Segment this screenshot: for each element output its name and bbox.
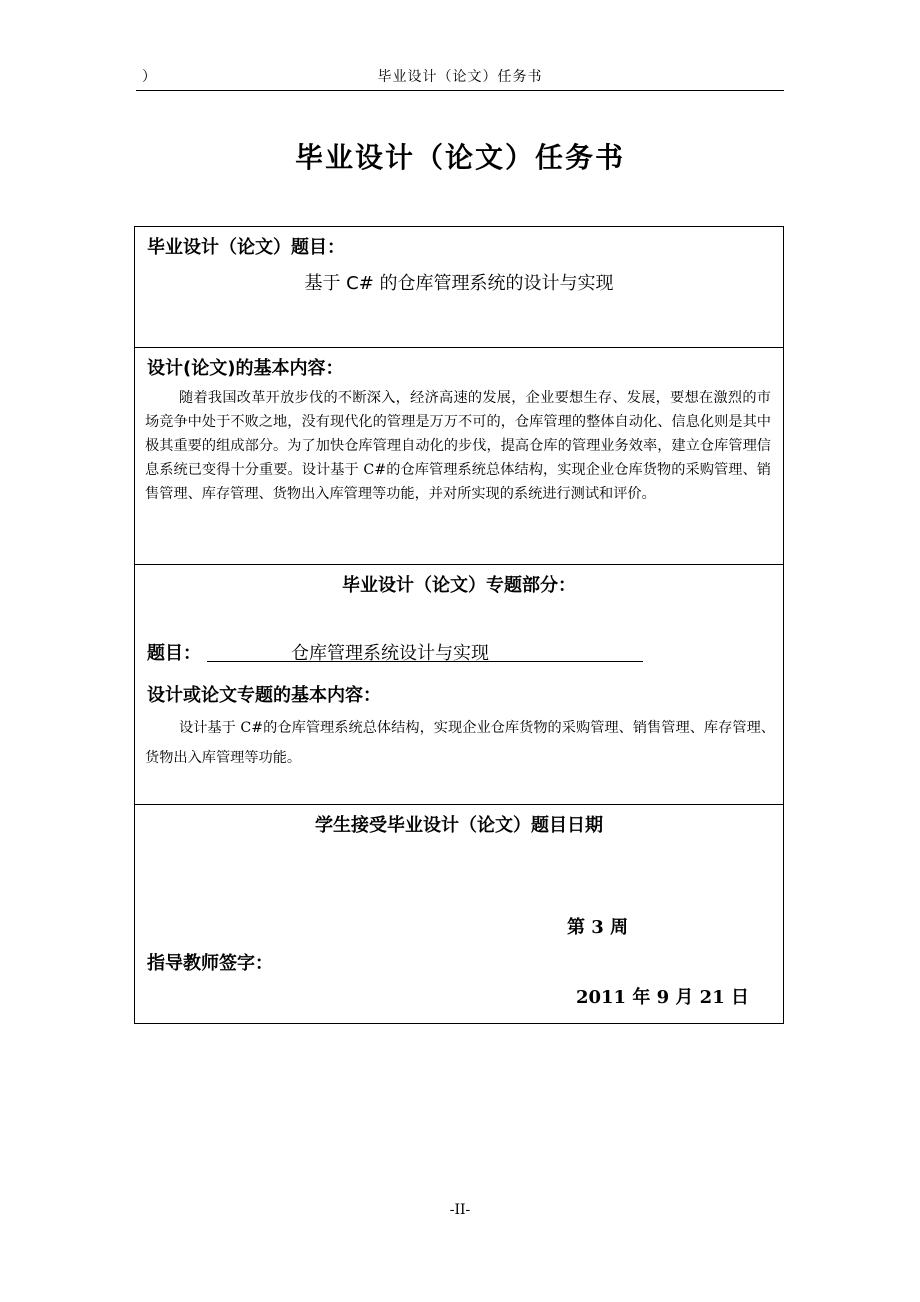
week-suffix: 周 bbox=[610, 917, 629, 938]
date-section bbox=[135, 804, 783, 1026]
page-number: -II- bbox=[449, 1202, 471, 1218]
special-sub-label: 设计或论文专题的基本内容： bbox=[147, 685, 381, 706]
task-form-table bbox=[134, 226, 784, 1024]
header-title: 毕业设计（论文）任务书 bbox=[377, 69, 543, 85]
header-left-mark: ） bbox=[142, 69, 156, 85]
special-section bbox=[135, 564, 783, 805]
content-paragraph: 随着我国改革开放步伐的不断深入，经济高速的发展，企业要想生存、发展，要想在激烈的市场竞争中处于不败之地，没有现代化的管理是万万不可的，仓库管理的整体自动化、信息化则是其中极其重要的组成部分。为了加快仓库管理自动化的步伐，提高仓库的管理业务效率，建立仓库管理信息系统已变得十分重要。设计基于 C#的仓库管理系统总体结构，实现企业仓库货物的采购管理、销售管理、库存管理、货物出入库管理等功能，并对所实现的系统进行测试和评价。 bbox=[145, 390, 771, 502]
topic-section bbox=[135, 227, 783, 347]
sign-date: 2011 年 9 月 21 日 bbox=[575, 987, 749, 1008]
week-prefix: 第 bbox=[567, 917, 585, 938]
topic-value: 基于 C# 的仓库管理系统的设计与实现 bbox=[304, 273, 614, 294]
advisor-sign-label: 指导教师签字： bbox=[147, 953, 273, 974]
document-title: 毕业设计（论文）任务书 bbox=[294, 141, 625, 174]
special-paragraph: 设计基于 C#的仓库管理系统总体结构，实现企业仓库货物的采购管理、销售管理、库存管理、货物出入库管理等功能。 bbox=[145, 720, 775, 766]
content-label: 设计(论文)的基本内容： bbox=[147, 358, 344, 379]
special-topic-value: 仓库管理系统设计与实现 bbox=[291, 643, 489, 664]
week-number: 3 bbox=[591, 917, 604, 938]
special-heading: 毕业设计（论文）专题部分： bbox=[342, 575, 576, 596]
date-heading: 学生接受毕业设计（论文）题目日期 bbox=[315, 815, 603, 836]
page-header bbox=[136, 64, 784, 91]
week-text bbox=[567, 913, 628, 939]
content-section bbox=[135, 347, 783, 565]
special-topic-label: 题目： bbox=[147, 643, 201, 664]
topic-label: 毕业设计（论文）题目： bbox=[147, 237, 345, 258]
special-topic-underline bbox=[207, 639, 643, 662]
